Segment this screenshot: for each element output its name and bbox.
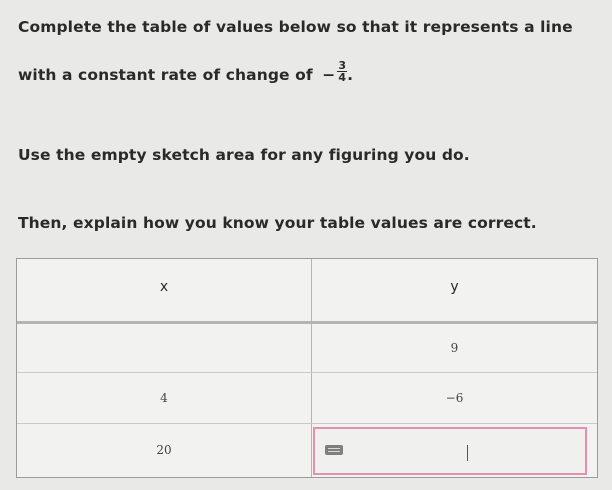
instruction-line-2 (18, 59, 354, 87)
rate-fraction (337, 60, 347, 83)
header-x (17, 259, 311, 321)
instruction-line-3: Use the empty sketch area for any figuring you do. (18, 146, 470, 164)
table-row (17, 424, 597, 476)
keyboard-icon[interactable] (325, 445, 343, 455)
table-row (17, 373, 597, 424)
cell-x-row2-value: 4 (160, 391, 168, 405)
instruction-line-4: Then, explain how you know your table values are correct. (18, 214, 537, 232)
header-x-label: x (159, 279, 169, 295)
text-caret (467, 445, 468, 461)
cell-x-row3-value: 20 (156, 443, 172, 457)
line-2-period: . (347, 66, 354, 84)
table-header-row (17, 259, 597, 324)
table-of-values (16, 258, 598, 478)
header-y-label: y (450, 279, 459, 295)
cell-y-row1 (312, 324, 597, 372)
instruction-line-2-text: with a constant rate of change of (18, 66, 313, 84)
cell-x-row2 (17, 373, 311, 423)
cell-y-row3-input[interactable] (313, 427, 587, 475)
header-y (312, 259, 597, 321)
cell-y-row2-value: −6 (445, 391, 464, 405)
rate-sign: − (322, 66, 336, 84)
cell-x-row3 (17, 424, 311, 476)
table-row (17, 324, 597, 373)
rate-numerator: 3 (338, 59, 347, 72)
cell-y-row1-value: 9 (450, 341, 459, 355)
instruction-line-1: Complete the table of values below so that it represents a line (18, 18, 573, 36)
cell-y-row2 (312, 373, 597, 423)
cell-x-row1[interactable] (17, 324, 311, 372)
rate-denominator: 4 (338, 71, 347, 84)
